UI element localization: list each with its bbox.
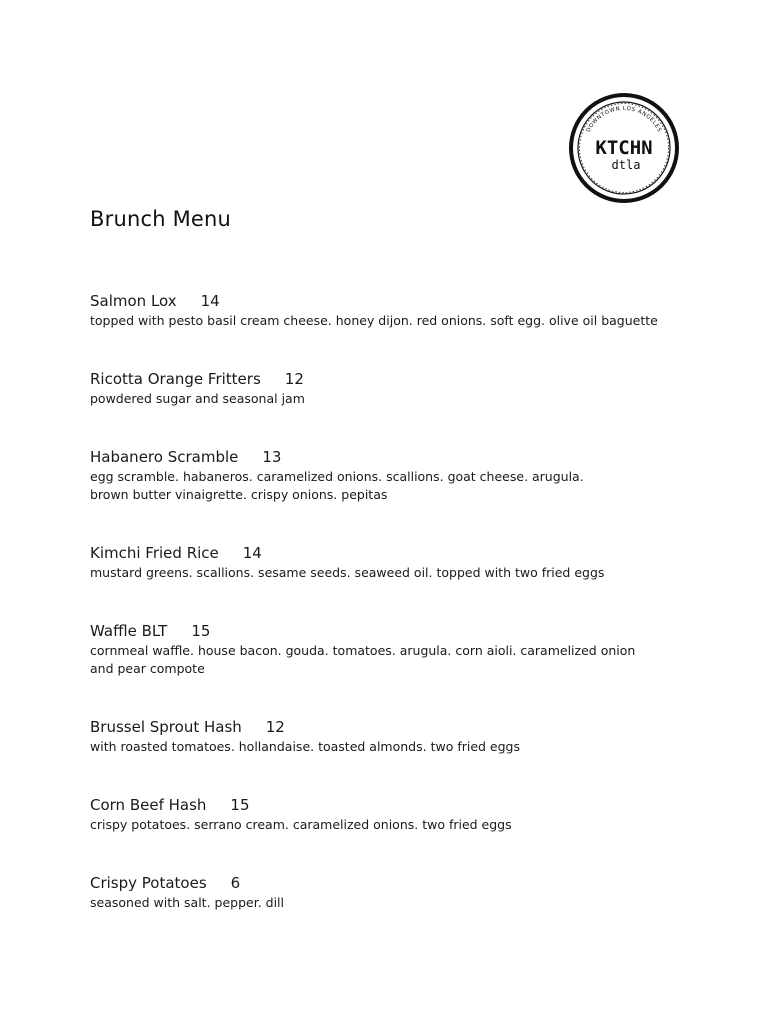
menu-item-price: 15 — [230, 796, 250, 814]
menu-item-price: 6 — [230, 874, 241, 892]
ktchn-dtla-logo — [568, 92, 680, 204]
menu-item-name: Brussel Sprout Hash — [90, 718, 242, 736]
menu-item-description-line: mustard greens. scallions. sesame seeds. seaweed oil. topped with two fried eggs — [90, 565, 605, 580]
menu-item-description — [90, 738, 730, 756]
menu-item — [90, 290, 730, 330]
menu-item — [90, 542, 730, 582]
logo-wordmark: KTCHN — [595, 137, 653, 159]
menu-item-description-line: seasoned with salt. pepper. dill — [90, 895, 285, 910]
menu-item — [90, 794, 730, 834]
menu-item-description — [90, 894, 730, 912]
menu-item-header — [90, 620, 730, 642]
menu-item-description — [90, 816, 730, 834]
menu-item-description-line: and pear compote — [90, 661, 205, 676]
menu-item-name: Crispy Potatoes — [90, 874, 207, 892]
menu-item-price: 12 — [284, 370, 304, 388]
menu-item-description — [90, 564, 730, 582]
menu-item-description — [90, 642, 730, 678]
menu-item-description — [90, 390, 730, 408]
menu-item-price: 14 — [242, 544, 262, 562]
menu-item-description — [90, 468, 730, 504]
menu-item — [90, 446, 730, 504]
menu-item-header — [90, 716, 730, 738]
menu-item — [90, 620, 730, 678]
menu-item-description-line: brown butter vinaigrette. crispy onions. pepitas — [90, 487, 388, 502]
menu-item-price: 12 — [265, 718, 285, 736]
menu-item-description-line: topped with pesto basil cream cheese. honey dijon. red onions. soft egg. olive oil baguette — [90, 313, 658, 328]
menu-list — [90, 290, 730, 950]
menu-item-name: Habanero Scramble — [90, 448, 239, 466]
menu-item-description-line: cornmeal waffle. house bacon. gouda. tomatoes. arugula. corn aioli. caramelized onion — [90, 643, 636, 658]
menu-item-header — [90, 368, 730, 390]
menu-item-header — [90, 794, 730, 816]
seal-logo-icon — [568, 92, 680, 204]
menu-item-header — [90, 872, 730, 894]
menu-item-description — [90, 312, 730, 330]
menu-item-price: 15 — [191, 622, 211, 640]
menu-item-name: Corn Beef Hash — [90, 796, 207, 814]
menu-item-description-line: powdered sugar and seasonal jam — [90, 391, 305, 406]
logo-submark: dtla — [611, 158, 641, 172]
menu-item-description-line: egg scramble. habaneros. caramelized onions. scallions. goat cheese. arugula. — [90, 469, 584, 484]
menu-item-description-line: with roasted tomatoes. hollandaise. toasted almonds. two fried eggs — [90, 739, 520, 754]
menu-item-price: 13 — [262, 448, 282, 466]
menu-item-name: Waffle BLT — [90, 622, 168, 640]
menu-item — [90, 872, 730, 912]
menu-item-name: Salmon Lox — [90, 292, 177, 310]
logo-ring-text: DOWNTOWN LOS ANGELES — [585, 105, 663, 134]
menu-item-description-line: crispy potatoes. serrano cream. caramelized onions. two fried eggs — [90, 817, 512, 832]
menu-item-name: Kimchi Fried Rice — [90, 544, 219, 562]
menu-item-header — [90, 542, 730, 564]
page-title: Brunch Menu — [90, 207, 232, 231]
menu-item-header — [90, 446, 730, 468]
menu-item-name: Ricotta Orange Fritters — [90, 370, 261, 388]
menu-item-price: 14 — [200, 292, 220, 310]
menu-item — [90, 368, 730, 408]
menu-item-header — [90, 290, 730, 312]
menu-item — [90, 716, 730, 756]
